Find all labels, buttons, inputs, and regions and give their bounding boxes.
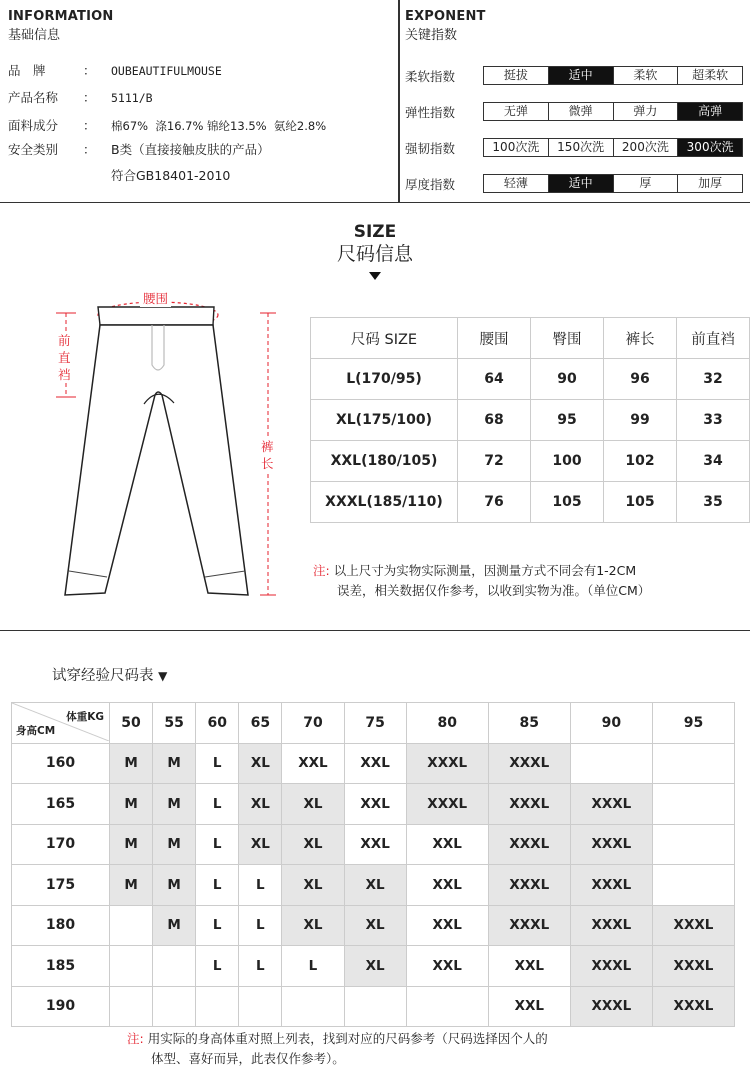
scale-option-selected: 300次洗 (677, 139, 742, 156)
exponent-label: 柔软指数 (405, 69, 456, 84)
try-on-row (12, 986, 735, 1027)
try-on-row (12, 784, 735, 825)
size-cell: XXXL (570, 905, 652, 946)
weight-header: 95 (652, 703, 734, 744)
weight-header: 80 (406, 703, 488, 744)
size-note (313, 561, 650, 601)
info-colon: ： (83, 142, 96, 157)
size-cell: M (110, 865, 153, 906)
height-header: 175 (12, 865, 110, 906)
weight-header: 60 (196, 703, 239, 744)
size-cell: XXXL (652, 986, 734, 1027)
size-cell: L (196, 743, 239, 784)
pants-outline (65, 325, 248, 595)
thickness-scale (483, 174, 743, 193)
note-line-1: 用实际的身高体重对照上列表，找到对应的尺码参考（尺码选择因个人的 (147, 1031, 548, 1046)
size-cell: XL(175/100) (311, 400, 458, 441)
info-title-cn: 基础信息 (8, 28, 61, 43)
size-cell: 100 (531, 441, 604, 482)
size-cell: XXL (406, 865, 488, 906)
height-header: 190 (12, 986, 110, 1027)
size-cell: L (239, 865, 282, 906)
size-cell: 105 (604, 482, 677, 523)
info-row-brand (8, 61, 222, 79)
length-label: 裤长 (261, 439, 274, 471)
scale-option-selected: 适中 (548, 67, 613, 84)
try-on-title: 试穿经验尺码表 (52, 668, 154, 684)
section-divider (0, 630, 750, 631)
info-key: 产品名称 (8, 90, 59, 105)
size-cell: M (153, 824, 196, 865)
size-cell: XXXL (570, 784, 652, 825)
size-cell: XXXL (488, 784, 570, 825)
size-cell (652, 784, 734, 825)
scale-option-selected: 适中 (548, 175, 613, 192)
note-line-2: 体型、喜好而异，此表仅作参考）。 (151, 1051, 345, 1066)
corner-weight-label: 体重KG (66, 711, 104, 723)
size-cell: XL (239, 743, 282, 784)
size-cell: M (110, 743, 153, 784)
size-cell: XXXL (652, 946, 734, 987)
size-cell (282, 986, 344, 1027)
size-cell: XXL (406, 905, 488, 946)
size-cell (652, 824, 734, 865)
scale-option: 柔软 (613, 67, 678, 84)
size-cell (652, 743, 734, 784)
size-cell: M (110, 784, 153, 825)
try-on-table (11, 702, 735, 1027)
size-table-row (311, 482, 750, 523)
height-header: 170 (12, 824, 110, 865)
size-cell: XL (282, 824, 344, 865)
down-arrow-icon (369, 272, 381, 280)
size-cell: 34 (677, 441, 750, 482)
waist-label: 腰围 (140, 289, 171, 307)
info-key: 品 牌 (8, 63, 46, 78)
size-cell: XXXL (488, 743, 570, 784)
exponent-title-cn: 关键指数 (405, 28, 458, 43)
size-cell: XXL (488, 986, 570, 1027)
scale-option: 加厚 (677, 175, 742, 192)
size-cell: XL (282, 865, 344, 906)
scale-option: 挺拔 (503, 68, 528, 82)
panel-divider (398, 0, 400, 202)
size-cell (196, 986, 239, 1027)
info-colon: ： (83, 90, 96, 105)
scale-option: 微弹 (548, 103, 613, 120)
size-cell: XXXL (406, 743, 488, 784)
note-prefix: 注: (127, 1031, 144, 1046)
size-cell: XXL (344, 743, 406, 784)
size-cell: XXL(180/105) (311, 441, 458, 482)
size-cell: L (196, 824, 239, 865)
info-title-en: INFORMATION (8, 9, 114, 24)
size-cell: L (239, 905, 282, 946)
size-cell (110, 946, 153, 987)
exponent-title-en: EXPONENT (405, 9, 486, 24)
size-cell: 32 (677, 359, 750, 400)
waistband-outline (98, 307, 214, 325)
exponent-heading (405, 9, 486, 43)
size-cell: 95 (531, 400, 604, 441)
size-cell: XXXL (570, 865, 652, 906)
try-on-note (127, 1029, 548, 1069)
size-cell: M (153, 784, 196, 825)
size-cell: 99 (604, 400, 677, 441)
info-key: 安全类别 (8, 142, 59, 157)
size-cell: M (153, 905, 196, 946)
size-cell: L (196, 905, 239, 946)
try-on-heading (52, 664, 167, 685)
size-table-row (311, 400, 750, 441)
size-cell (153, 946, 196, 987)
durability-scale (483, 138, 743, 157)
info-row-safety (8, 140, 270, 158)
size-cell: XL (344, 865, 406, 906)
size-cell: XXXL (488, 824, 570, 865)
height-header: 165 (12, 784, 110, 825)
try-on-row (12, 824, 735, 865)
size-heading (0, 222, 750, 266)
size-cell: XXL (406, 946, 488, 987)
size-header-cell: 尺码 SIZE (311, 318, 458, 359)
size-table-header (311, 318, 750, 359)
size-cell (110, 986, 153, 1027)
size-cell: XXL (344, 784, 406, 825)
scale-option: 无弹 (503, 104, 528, 118)
size-cell: XXL (406, 824, 488, 865)
size-header-cell: 前直裆 (677, 318, 750, 359)
size-cell: 105 (531, 482, 604, 523)
info-row-product-name (8, 88, 153, 106)
weight-header: 50 (110, 703, 153, 744)
size-cell (239, 986, 282, 1027)
pants-diagram (50, 285, 290, 605)
weight-header: 75 (344, 703, 406, 744)
size-cell (344, 986, 406, 1027)
info-row-standard (111, 166, 230, 184)
rise-label: 前直裆 (58, 333, 71, 382)
elasticity-scale (483, 102, 743, 121)
scale-option: 200次洗 (613, 139, 678, 156)
size-table (310, 317, 750, 523)
height-header: 160 (12, 743, 110, 784)
down-triangle-icon: ▼ (158, 669, 168, 683)
size-cell: 68 (458, 400, 531, 441)
size-cell: L (282, 946, 344, 987)
size-cell: XXXL (570, 986, 652, 1027)
exponent-label: 厚度指数 (405, 177, 456, 192)
height-header: 185 (12, 946, 110, 987)
size-cell: L (196, 784, 239, 825)
size-cell: XXXL (570, 946, 652, 987)
size-cell: L (239, 946, 282, 987)
info-value: 棉67% 涤16.7% 锦纶13.5% 氨纶2.8% (111, 119, 327, 133)
size-cell: M (153, 743, 196, 784)
size-cell: XXXL (488, 905, 570, 946)
weight-header: 85 (488, 703, 570, 744)
size-cell (570, 743, 652, 784)
size-cell: 33 (677, 400, 750, 441)
size-cell: 72 (458, 441, 531, 482)
size-cell: XXXL(185/110) (311, 482, 458, 523)
size-cell: XL (282, 784, 344, 825)
corner-cell (12, 703, 110, 744)
softness-scale (483, 66, 743, 85)
note-line-2: 误差，相关数据仅作参考，以收到实物为准。（单位CM） (337, 583, 651, 598)
size-cell (406, 986, 488, 1027)
scale-option-selected: 高弹 (677, 103, 742, 120)
weight-header: 70 (282, 703, 344, 744)
size-cell: XXXL (488, 865, 570, 906)
size-cell: XL (344, 905, 406, 946)
size-cell: XXL (344, 824, 406, 865)
note-line-1: 以上尺寸为实物实际测量，因测量方式不同会有1-2CM (333, 563, 637, 578)
size-cell: XL (239, 784, 282, 825)
size-table-row (311, 441, 750, 482)
try-on-row (12, 743, 735, 784)
size-table-row (311, 359, 750, 400)
size-header-cell: 裤长 (604, 318, 677, 359)
height-header: 180 (12, 905, 110, 946)
scale-option: 弹力 (613, 103, 678, 120)
info-row-fabric (8, 116, 326, 134)
exponent-label: 弹性指数 (405, 105, 456, 120)
size-cell: 102 (604, 441, 677, 482)
size-cell: 76 (458, 482, 531, 523)
size-cell (153, 986, 196, 1027)
scale-option: 厚 (613, 175, 678, 192)
size-cell (110, 905, 153, 946)
scale-option: 轻薄 (503, 176, 528, 190)
size-cell: 90 (531, 359, 604, 400)
weight-header: 65 (239, 703, 282, 744)
info-value: B类（直接接触皮肤的产品） (111, 142, 270, 157)
try-on-row (12, 865, 735, 906)
info-heading (8, 9, 113, 43)
size-title-en: SIZE (353, 222, 397, 242)
size-cell: M (110, 824, 153, 865)
size-header-cell: 臀围 (531, 318, 604, 359)
note-prefix: 注: (313, 563, 330, 578)
try-on-row (12, 946, 735, 987)
try-on-row (12, 905, 735, 946)
size-cell: 96 (604, 359, 677, 400)
size-header-cell: 腰围 (458, 318, 531, 359)
size-cell: L(170/95) (311, 359, 458, 400)
size-cell: L (196, 946, 239, 987)
exponent-label: 强韧指数 (405, 141, 456, 156)
info-colon: ： (83, 63, 96, 78)
info-value: OUBEAUTIFULMOUSE (111, 64, 222, 78)
size-cell: 35 (677, 482, 750, 523)
info-value: 5111/B (111, 91, 153, 105)
size-cell (652, 865, 734, 906)
info-colon: ： (83, 118, 96, 133)
size-cell: XXXL (652, 905, 734, 946)
weight-header: 55 (153, 703, 196, 744)
corner-height-label: 身高CM (16, 724, 56, 737)
size-cell: XXL (282, 743, 344, 784)
size-title-cn: 尺码信息 (336, 243, 413, 265)
weight-header: 90 (570, 703, 652, 744)
scale-option: 超柔软 (677, 67, 742, 84)
info-value: 符合GB18401-2010 (111, 168, 231, 183)
size-cell: XL (239, 824, 282, 865)
size-cell: XXL (488, 946, 570, 987)
size-cell: XL (344, 946, 406, 987)
size-cell: XXXL (406, 784, 488, 825)
size-cell: 64 (458, 359, 531, 400)
size-cell: XXXL (570, 824, 652, 865)
size-cell: M (153, 865, 196, 906)
size-cell: XL (282, 905, 344, 946)
scale-option: 150次洗 (548, 139, 613, 156)
scale-option: 100次洗 (492, 140, 540, 154)
size-cell: L (196, 865, 239, 906)
info-key: 面料成分 (8, 118, 59, 133)
try-on-header-row (12, 703, 735, 744)
